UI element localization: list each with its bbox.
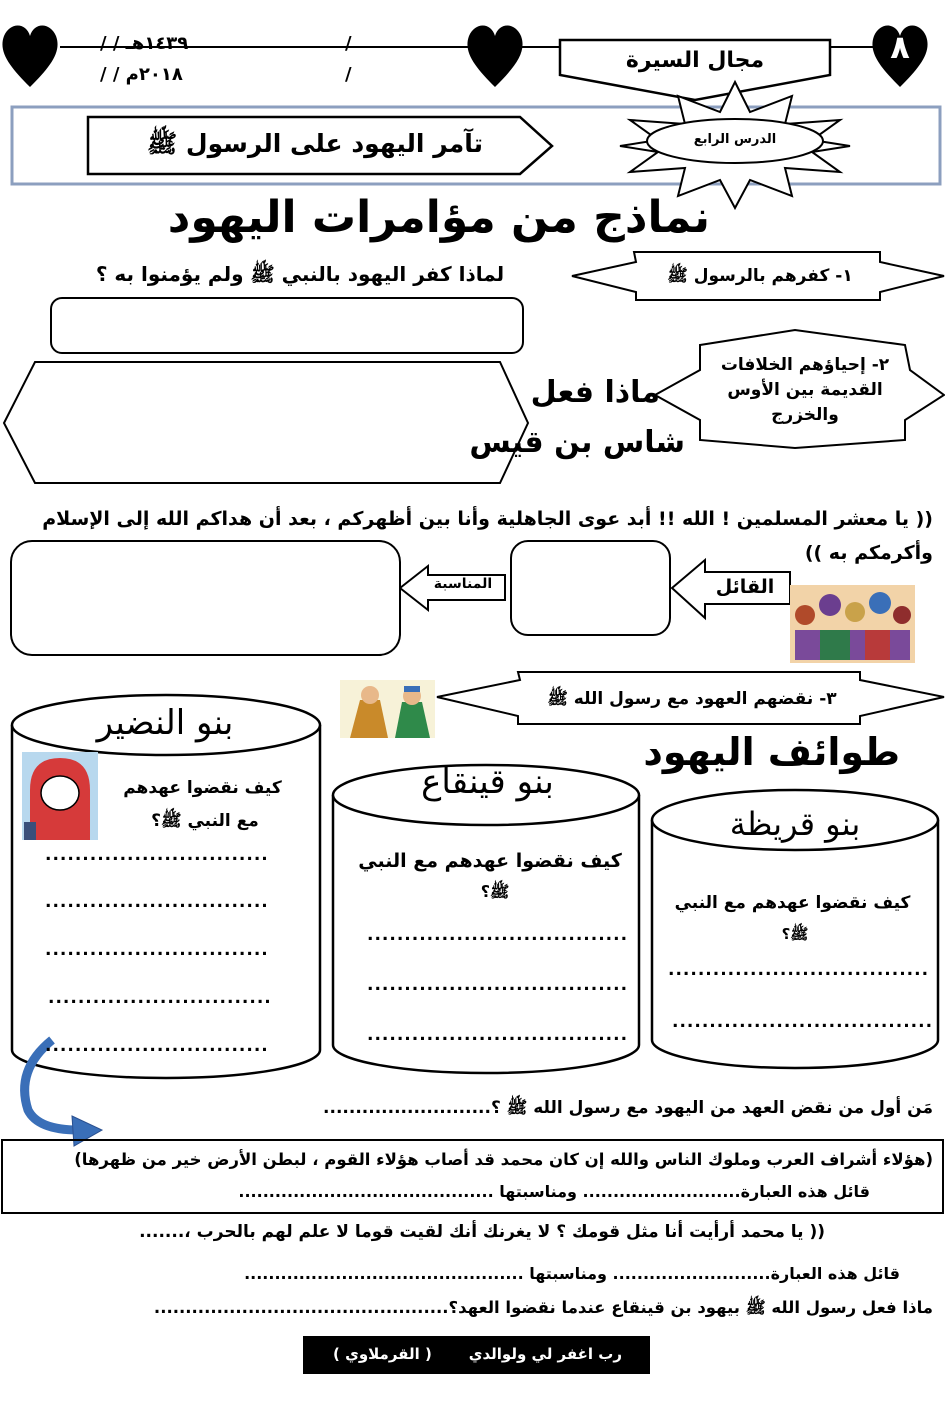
tribes-title: طوائف اليهود	[643, 730, 900, 774]
footer-prayer: رب اغفر لي ولوالدي	[468, 1345, 622, 1363]
section1-question: لماذا كفر اليهود بالنبي ﷺ ولم يؤمنوا به ؟	[95, 262, 505, 286]
two-men-image	[340, 680, 435, 738]
first-breaker-question[interactable]: مَن أول من نقض العهد من اليهود مع رسول الله ﷺ ؟..........................	[323, 1098, 933, 1118]
speaker-answer-box[interactable]	[510, 540, 671, 636]
page-number: ٨	[890, 28, 910, 66]
tribe-nadir-question-line1: كيف نقضوا عهدهم	[123, 778, 282, 798]
hijab-figure-image	[22, 752, 98, 840]
tribe-nadir-line[interactable]: ..............................	[45, 892, 269, 912]
hijri-date: ١٤٣٩هـ / /	[100, 33, 189, 54]
tribe-qurayza-question-line2: ﷺ؟	[781, 925, 809, 943]
tribe-qaynuqa-name: بنو قينقاع	[421, 762, 554, 802]
slash-mark-1: /	[345, 33, 352, 54]
footer-author: ( القرملاوي )	[333, 1345, 432, 1363]
field-label: مجال السيرة	[625, 48, 765, 73]
crowd-image	[790, 585, 915, 663]
slash-mark-2: /	[345, 64, 352, 85]
section2-label-line2: القديمة بين الأوس	[727, 380, 883, 400]
section2-question-line2: شاس بن قيس	[469, 425, 685, 460]
tribe-nadir-line[interactable]: ..............................	[48, 988, 272, 1008]
main-title: نماذج من مؤامرات اليهود	[167, 192, 710, 243]
quote2-line1: (هؤلاء أشراف العرب وملوك الناس والله إن كان محمد قد أصاب هؤلاء القوم ، لبطن الأرض خير من ظهرها)	[74, 1150, 933, 1169]
section3-label: ٣- نقضهم العهود مع رسول الله ﷺ	[547, 689, 837, 709]
tribe-qaynuqa-question-line1: كيف نقضوا عهدهم مع النبي	[358, 850, 622, 872]
section2-answer-area[interactable]	[40, 370, 500, 475]
tribe-nadir-name: بنو النضير	[96, 703, 234, 743]
section1-label: ١- كفرهم بالرسول ﷺ	[667, 266, 853, 286]
section2-label-line1: ٢- إحياؤهم الخلافات	[720, 355, 890, 375]
quote1-line1: (( يا معشر المسلمين ! الله !! أبد عوى الجاهلية وأنا بين أظهركم ، بعد أن هداكم الله إلى الإسلام	[42, 508, 933, 530]
tribe-nadir-line[interactable]: ..............................	[45, 845, 269, 865]
section2-label	[705, 353, 905, 428]
tribe-qaynuqa-question-line2: ﷺ؟	[480, 882, 510, 901]
tribe-nadir-line[interactable]: ..............................	[45, 1036, 269, 1056]
occasion-answer-box[interactable]	[10, 540, 401, 656]
section1-answer-box[interactable]	[50, 297, 524, 354]
quote3-line2[interactable]: قائل هذه العبارة.......................... ومناسبتها ..............................................	[244, 1264, 900, 1283]
tribe-qaynuqa-line[interactable]: ...................................	[367, 975, 629, 995]
quote3-line3[interactable]: ماذا فعل رسول الله ﷺ بيهود بن قينقاع عندما نقضوا العهد؟...............................................	[153, 1298, 933, 1317]
footer-bar	[303, 1336, 650, 1374]
tribe-qurayza-name: بنو قريظة	[729, 805, 861, 843]
tribe-qurayza-question-line1: كيف نقضوا عهدهم مع النبي	[674, 893, 911, 913]
section2-question-line1: ماذا فعل	[530, 375, 660, 410]
section2-label-line3: والخزرج	[771, 405, 839, 425]
tribe-nadir-line[interactable]: ..............................	[45, 940, 269, 960]
heart-icon-left	[2, 26, 57, 88]
tribe-qurayza-line[interactable]: ...................................	[668, 960, 930, 980]
lesson-badge: الدرس الرابع	[693, 132, 777, 147]
speaker-label: القائل	[715, 576, 775, 598]
tribe-nadir-question-line2: مع النبي ﷺ؟	[151, 811, 259, 831]
lesson-title: تآمر اليهود على الرسول ﷺ	[146, 129, 484, 158]
quote2-line2[interactable]: قائل هذه العبارة.......................... ومناسبتها ..........................................	[238, 1182, 870, 1201]
tribe-qaynuqa-line[interactable]: ...................................	[367, 925, 629, 945]
quote3-line1: (( يا محمد أرأيت أنا مثل قومك ؟ لا يغرنك أنك لقيت قوما لا علم لهم بالحرب ،.......	[139, 1222, 825, 1242]
occasion-label: المناسبة	[433, 576, 493, 592]
tribe-qaynuqa-line[interactable]: ...................................	[367, 1025, 629, 1045]
gregorian-date: ٢٠١٨م / /	[100, 64, 183, 85]
quote1-line2: وأكرمكم به ))	[804, 542, 933, 564]
heart-icon-middle	[467, 26, 522, 88]
tribe-qurayza-line[interactable]: ...................................	[672, 1012, 934, 1032]
